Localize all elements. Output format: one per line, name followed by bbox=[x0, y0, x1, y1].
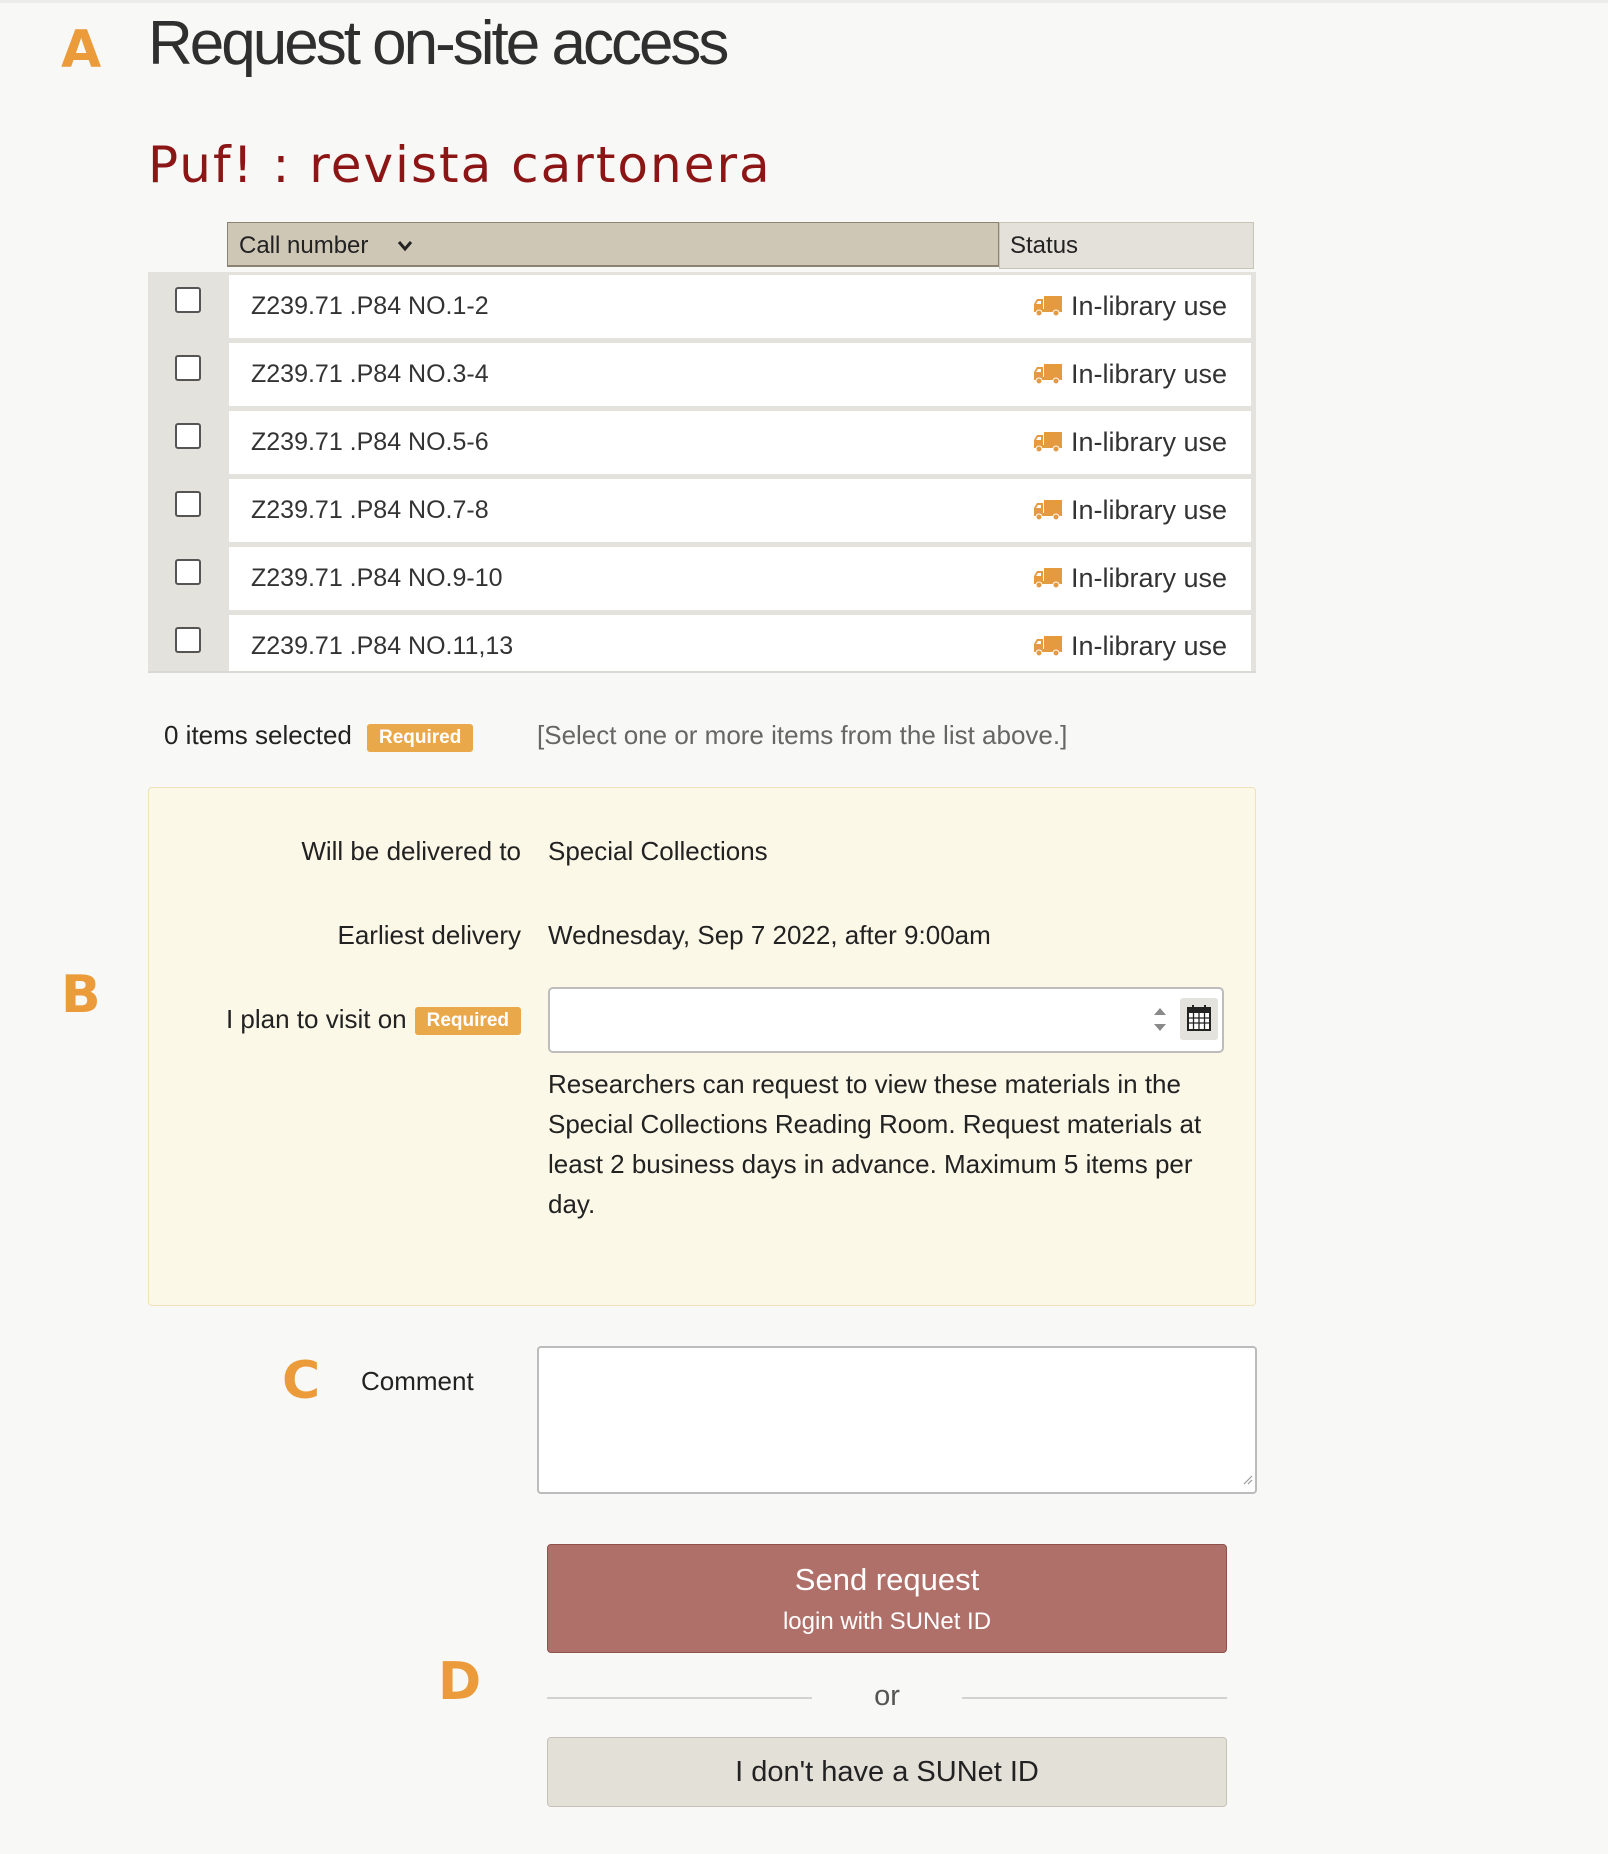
call-number-header[interactable] bbox=[227, 222, 999, 267]
table-row bbox=[148, 408, 1256, 474]
item-title: Puf! : revista cartonera bbox=[148, 136, 772, 194]
call-number-header-label: Call number bbox=[239, 232, 369, 259]
row-cell bbox=[229, 411, 1251, 474]
table-header bbox=[227, 222, 1254, 269]
visit-date-input[interactable] bbox=[548, 987, 1224, 1053]
row-cell bbox=[229, 275, 1251, 338]
row-checkbox[interactable] bbox=[175, 491, 201, 517]
table-body[interactable] bbox=[148, 272, 1256, 673]
status-cell bbox=[1033, 563, 1227, 596]
call-number: Z239.71 .P84 NO.11,13 bbox=[251, 632, 514, 660]
status-header: Status bbox=[999, 222, 1254, 269]
table-row bbox=[148, 476, 1256, 542]
call-number: Z239.71 .P84 NO.9-10 bbox=[251, 564, 503, 592]
no-sunet-id-button[interactable]: I don't have a SUNet ID bbox=[547, 1737, 1227, 1807]
selected-count: 0 items selected bbox=[164, 720, 352, 750]
truck-icon bbox=[1033, 429, 1063, 460]
row-cell bbox=[229, 479, 1251, 542]
call-number: Z239.71 .P84 NO.5-6 bbox=[251, 428, 489, 456]
annotation-marker-c: C bbox=[282, 1351, 321, 1411]
row-cell bbox=[229, 615, 1251, 673]
status-text: In-library use bbox=[1070, 359, 1227, 389]
call-number: Z239.71 .P84 NO.7-8 bbox=[251, 496, 489, 524]
annotation-marker-a: A bbox=[61, 20, 102, 80]
top-border bbox=[0, 0, 1608, 3]
row-checkbox[interactable] bbox=[175, 627, 201, 653]
delivered-to-label: Will be delivered to bbox=[301, 836, 521, 866]
delivered-to-value: Special Collections bbox=[548, 836, 768, 866]
row-cell bbox=[229, 547, 1251, 610]
row-checkbox[interactable] bbox=[175, 559, 201, 585]
selection-hint: [Select one or more items from the list above.] bbox=[537, 720, 1068, 750]
call-number: Z239.71 .P84 NO.1-2 bbox=[251, 292, 489, 320]
earliest-delivery-label: Earliest delivery bbox=[337, 920, 521, 950]
truck-icon bbox=[1033, 633, 1063, 664]
status-cell bbox=[1033, 359, 1227, 392]
status-text: In-library use bbox=[1070, 427, 1227, 457]
table-row bbox=[148, 272, 1256, 338]
required-badge: Required bbox=[415, 1007, 521, 1035]
call-number: Z239.71 .P84 NO.3-4 bbox=[251, 360, 489, 388]
table-row bbox=[148, 544, 1256, 610]
visit-date-label bbox=[226, 1004, 521, 1035]
status-cell bbox=[1033, 495, 1227, 528]
required-badge: Required bbox=[367, 724, 473, 752]
annotation-marker-d: D bbox=[438, 1652, 482, 1712]
row-checkbox[interactable] bbox=[175, 355, 201, 381]
or-text: or bbox=[874, 1680, 900, 1712]
status-text: In-library use bbox=[1070, 563, 1227, 593]
status-cell bbox=[1033, 631, 1227, 664]
send-request-button[interactable] bbox=[547, 1544, 1227, 1653]
status-text: In-library use bbox=[1070, 631, 1227, 661]
truck-icon bbox=[1033, 361, 1063, 392]
status-cell bbox=[1033, 291, 1227, 324]
annotation-marker-b: B bbox=[61, 965, 101, 1025]
date-spinner-icon[interactable] bbox=[1152, 1003, 1168, 1037]
truck-icon bbox=[1033, 497, 1063, 528]
row-cell bbox=[229, 343, 1251, 406]
table-row bbox=[148, 612, 1256, 673]
truck-icon bbox=[1033, 293, 1063, 324]
table-row bbox=[148, 340, 1256, 406]
delivery-panel bbox=[148, 787, 1256, 1306]
visit-help-text: Researchers can request to view these materials in the Special Collections Reading Room. Request materials at least 2 business days in advance. Maximum 5 items per day. bbox=[548, 1069, 1202, 1219]
comment-textarea[interactable] bbox=[537, 1346, 1257, 1494]
status-text: In-library use bbox=[1070, 495, 1227, 525]
visit-date-label-text: I plan to visit on bbox=[225, 1004, 407, 1034]
resize-grip-icon[interactable] bbox=[1241, 1472, 1253, 1490]
calendar-icon[interactable] bbox=[1180, 998, 1218, 1040]
page-title: Request on-site access bbox=[148, 9, 727, 78]
earliest-delivery-value: Wednesday, Sep 7 2022, after 9:00am bbox=[548, 920, 991, 950]
divider-line bbox=[962, 1697, 1227, 1699]
status-text: In-library use bbox=[1070, 291, 1227, 321]
status-cell bbox=[1033, 427, 1227, 460]
row-checkbox[interactable] bbox=[175, 287, 201, 313]
comment-label: Comment bbox=[361, 1366, 474, 1396]
truck-icon bbox=[1033, 565, 1063, 596]
send-request-label: Send request bbox=[794, 1562, 980, 1597]
or-divider bbox=[547, 1680, 1227, 1720]
send-request-sublabel: login with SUNet ID bbox=[782, 1608, 992, 1635]
row-checkbox[interactable] bbox=[175, 423, 201, 449]
